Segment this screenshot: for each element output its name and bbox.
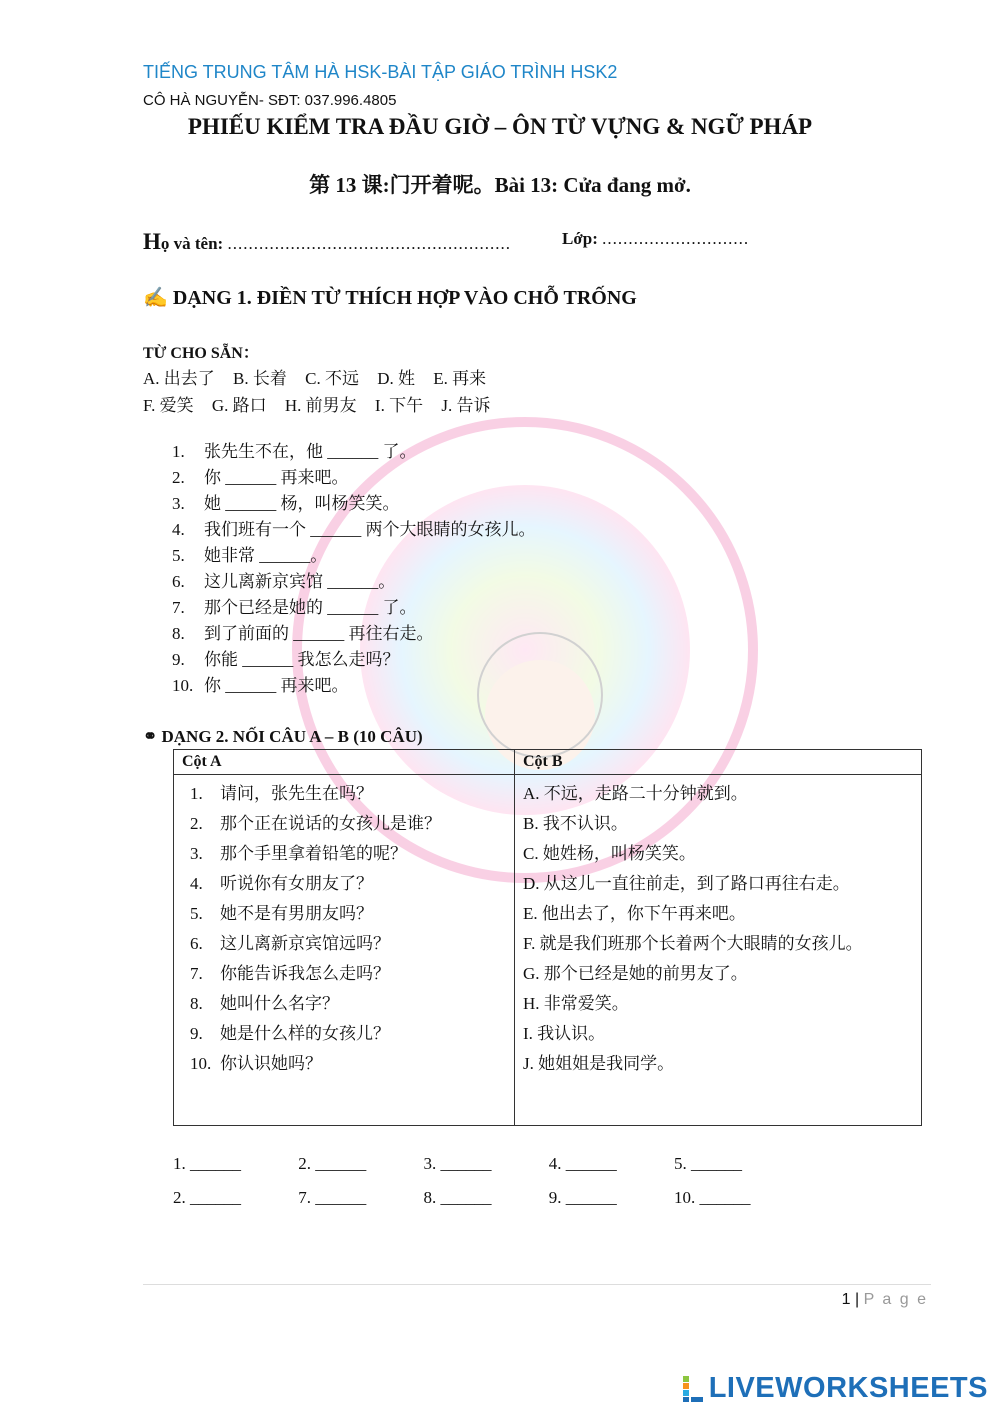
column-b-item: A. 不远，走路二十分钟就到。 [523,784,748,803]
column-a-item: 9. 她是什么样的女孩儿？ [190,1024,390,1043]
worksheet-title: PHIẾU KIỂM TRA ĐẦU GIỜ – ÔN TỪ VỰNG & NGỮ PHÁP [187,114,813,139]
word-option: B. 长着 [233,369,287,388]
question-item[interactable]: 2. 你 ______ 再来吧。 [172,468,349,487]
word-option: J. 告诉 [441,396,491,415]
question-item[interactable]: 1. 张先生不在，他 ______ 了。 [172,442,417,461]
answer-blank[interactable]: 4. ______ [548,1154,617,1173]
column-b-header: Cột B [515,750,921,775]
page-label: P a g e [863,1291,928,1308]
column-b-item: J. 她姐姐是我同学。 [523,1054,675,1073]
column-a-item: 6. 这儿离新京宾馆远吗？ [190,934,390,953]
section-2-title: DẠNG 2. NỐI CÂU A – B (10 CÂU) [161,727,423,746]
page-separator: | [850,1291,864,1308]
class-field-row [562,229,749,249]
word-bank-row-2 [143,391,504,416]
section-1-title: DẠNG 1. ĐIỀN TỪ THÍCH HỢP VÀO CHỖ TRỐNG [172,287,637,309]
column-a-item: 8. 她叫什么名字？ [190,994,339,1013]
question-item[interactable]: 10. 你 ______ 再来吧。 [172,676,349,695]
question-item[interactable]: 5. 她非常 ______。 [172,546,328,565]
question-item[interactable]: 3. 她 ______ 杨，叫杨笑笑。 [172,494,400,513]
column-b-item: I. 我认识。 [523,1024,606,1043]
answer-blank[interactable]: 5. ______ [674,1154,742,1173]
question-item[interactable]: 8. 到了前面的 ______ 再往右走。 [172,624,434,643]
question-item[interactable]: 6. 这儿离新京宾馆 ______。 [172,572,396,591]
liveworksheets-logo-icon [683,1376,705,1402]
column-a-item: 2. 那个正在说话的女孩儿是谁？ [190,814,441,833]
word-bank-row-1 [143,364,500,389]
answer-blank[interactable]: 1. ______ [173,1154,241,1173]
word-option: I. 下午 [374,396,424,415]
teacher-contact: CÔ HÀ NGUYỄN- SĐT: 037.996.4805 [143,92,397,109]
column-b-item: E. 他出去了，你下午再来吧。 [523,904,746,923]
answer-row-1 [173,1154,795,1174]
class-input-dots[interactable]: ............................ [602,229,750,248]
column-b-item: D. 从这儿一直往前走，到了路口再往右走。 [523,874,850,893]
answer-blank[interactable]: 8. ______ [423,1188,492,1207]
lesson-title: 第 13 课:门开着呢。Bài 13: Cửa đang mở. [309,173,691,197]
word-option: D. 姓 [377,369,415,388]
answer-blank[interactable]: 7. ______ [298,1188,367,1207]
column-a-item: 3. 那个手里拿着铅笔的呢？ [190,844,407,863]
word-option: A. 出去了 [143,369,215,388]
question-item[interactable]: 7. 那个已经是她的 ______ 了。 [172,598,417,617]
footer-divider [143,1284,931,1285]
link-icon: ⚭ [143,727,158,746]
column-b-item: C. 她姓杨，叫杨笑笑。 [523,844,696,863]
column-a-header: Cột A [174,750,514,775]
column-a-item: 1. 请问，张先生在吗？ [190,784,373,803]
column-a-item: 10. 你认识她吗？ [190,1054,322,1073]
word-option: C. 不远 [305,369,359,388]
question-item[interactable]: 4. 我们班有一个 ______ 两个大眼睛的女孩儿。 [172,520,536,539]
answer-blank[interactable]: 2. ______ [298,1154,367,1173]
column-b [515,750,921,1125]
word-option: F. 爱笑 [143,396,194,415]
liveworksheets-logo[interactable] [683,1372,988,1405]
column-a-item: 5. 她不是有男朋友吗？ [190,904,373,923]
section-2-heading [143,727,423,747]
school-name-header: TIẾNG TRUNG TÂM HÀ HSK-BÀI TẬP GIÁO TRÌNH HSK2 [143,62,618,82]
column-b-item: F. 就是我们班那个长着两个大眼睛的女孩儿。 [523,934,863,953]
name-input-dots[interactable]: ...................................................... [227,234,511,253]
writing-hand-icon: ✍ [143,287,168,309]
answer-blank[interactable]: 10. ______ [674,1188,751,1207]
column-b-item: B. 我不认识。 [523,814,628,833]
word-option: H. 前男友 [284,396,357,415]
question-item[interactable]: 9. 你能 ______ 我怎么走吗？ [172,650,400,669]
liveworksheets-logo-text: LIVEWORKSHEETS [708,1372,988,1404]
answer-blank[interactable]: 9. ______ [548,1188,617,1207]
page-number [842,1291,928,1309]
class-label: Lớp: [562,229,598,248]
name-field-row [143,229,511,255]
column-a [174,750,515,1125]
section-1-heading [143,285,637,310]
page-number-value: 1 [841,1291,851,1308]
column-a-item: 4. 听说你有女朋友了？ [190,874,373,893]
word-option: G. 路口 [211,396,267,415]
name-label-initial: H [143,229,161,254]
answer-blank[interactable]: 3. ______ [423,1154,492,1173]
fill-blank-questions [172,439,536,699]
name-label: ọ và tên: [160,234,224,253]
column-a-item: 7. 你能告诉我怎么走吗？ [190,964,390,983]
word-option: E. 再来 [433,369,487,388]
answer-row-2 [173,1188,795,1208]
column-b-item: H. 非常爱笑。 [523,994,629,1013]
matching-table [173,749,922,1126]
word-bank-title: TỪ CHO SẴN： [143,345,259,362]
answer-blank[interactable]: 2. ______ [173,1188,241,1207]
column-b-item: G. 那个已经是她的前男友了。 [523,964,748,983]
